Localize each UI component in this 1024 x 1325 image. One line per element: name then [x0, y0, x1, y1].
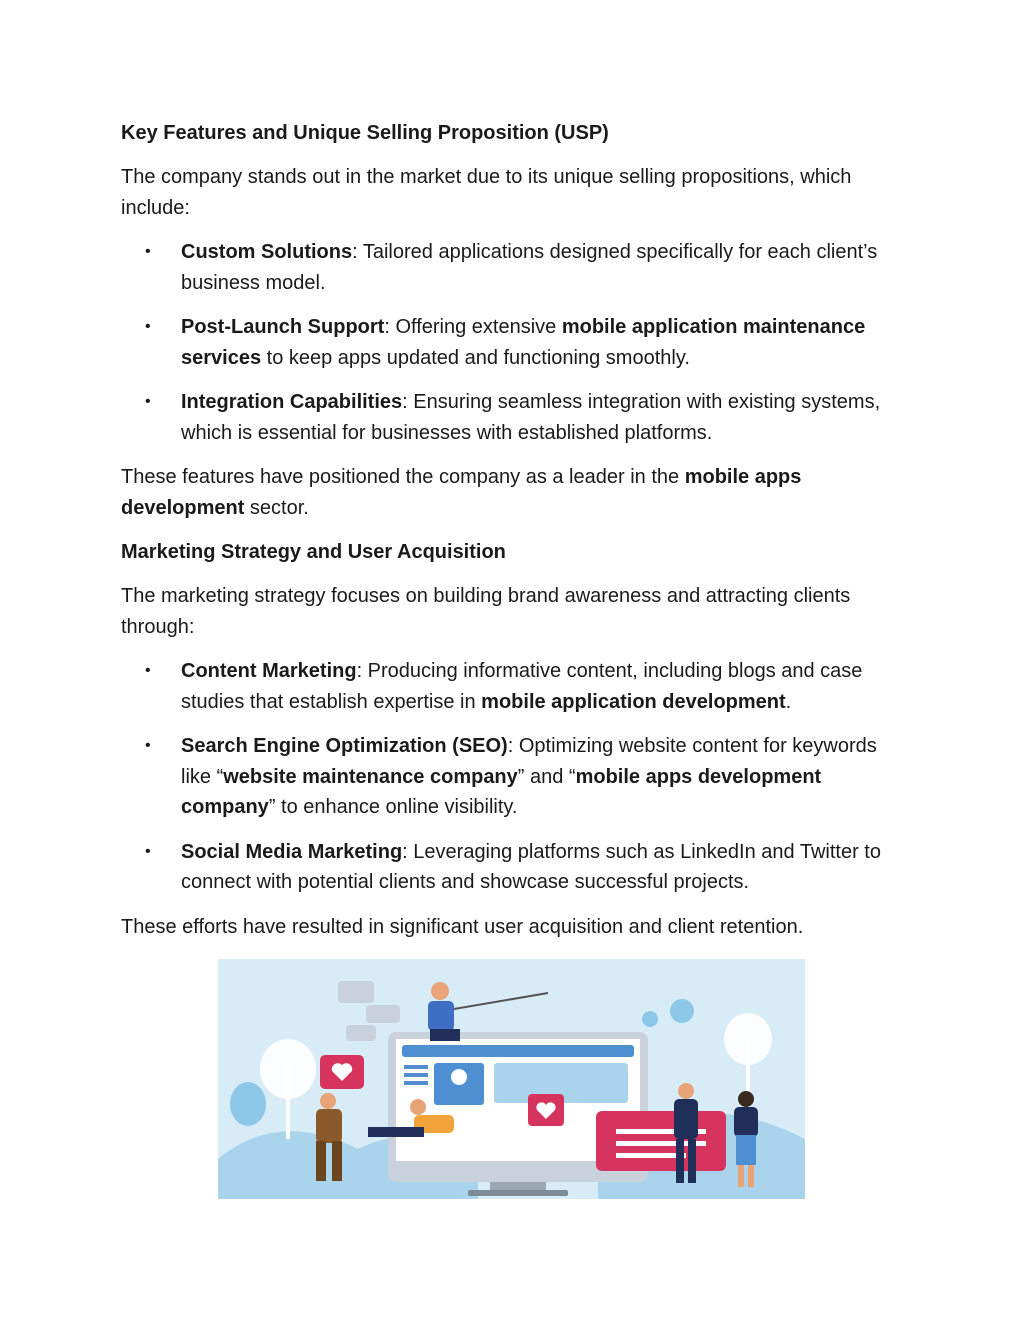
bullet-keyword: mobile application maintenance services	[181, 316, 866, 369]
outro-text: sector.	[244, 496, 309, 519]
tree-trunk	[286, 1069, 290, 1139]
bullet-keyword: mobile apps development company	[181, 765, 822, 818]
tree-icon	[230, 1082, 266, 1126]
bullet-icon: •	[145, 842, 151, 860]
list-item	[121, 837, 911, 898]
speech-bubble	[366, 1005, 400, 1023]
list-item	[121, 312, 911, 373]
bullet-text: : Producing informative content, including blogs and case studies that establish expertise in	[181, 660, 863, 713]
bullet-text: : Leveraging platforms such as LinkedIn and Twitter to connect with potential clients and showcase successful projects.	[181, 840, 881, 893]
bullet-text: : Optimizing website content for keywords like “	[181, 735, 877, 788]
bullet-text: to keep apps updated and functioning smoothly.	[261, 346, 690, 369]
bullet-text: .	[785, 690, 792, 713]
bullet-term: Post-Launch Support	[181, 316, 385, 338]
bullet-icon: •	[145, 737, 151, 754]
bullet-term: Custom Solutions	[181, 241, 353, 263]
bullet-term: Content Marketing	[181, 660, 357, 682]
marketing-bullet-list	[121, 656, 911, 898]
speech-bubble	[346, 1025, 376, 1041]
bullet-icon: •	[145, 393, 151, 410]
list-item	[121, 656, 911, 717]
speech-bubble	[338, 981, 374, 1003]
usp-outro-paragraph	[121, 462, 911, 523]
thumbs-up-icon	[670, 999, 694, 1023]
bullet-keyword: website maintenance company	[223, 765, 518, 788]
marketing-illustration	[218, 959, 805, 1199]
section-heading-usp: Key Features and Unique Selling Proposition (USP)	[121, 122, 609, 144]
outro-text: These features have positioned the company as a leader in the	[121, 466, 685, 488]
text-line	[404, 1065, 428, 1069]
bullet-icon: •	[145, 662, 151, 679]
avatar-icon	[451, 1069, 467, 1085]
usp-intro-paragraph: The company stands out in the market due to its unique selling propositions, which include:	[121, 166, 852, 219]
quote-line	[616, 1153, 686, 1158]
bullet-term: Social Media Marketing	[181, 840, 403, 863]
screen-header-bar	[402, 1045, 634, 1057]
marketing-intro-paragraph: The marketing strategy focuses on building brand awareness and attracting clients through:	[121, 585, 851, 638]
section-heading-marketing: Marketing Strategy and User Acquisition	[121, 541, 506, 563]
thumbs-up-icon	[642, 1011, 658, 1027]
bullet-text: ” to enhance online visibility.	[268, 796, 518, 818]
bullet-text: ” and “	[517, 765, 576, 788]
bullet-keyword: mobile application development	[481, 690, 786, 713]
list-item	[121, 731, 911, 823]
text-line	[404, 1081, 428, 1085]
outro-keyword: mobile apps development	[121, 466, 802, 519]
usp-bullet-list	[121, 237, 911, 448]
bullet-term: Integration Capabilities	[181, 391, 403, 413]
text-line	[404, 1073, 428, 1077]
list-item	[121, 237, 911, 298]
bullet-text: : Ensuring seamless integration with existing systems, which is essential for businesses with established platforms.	[181, 391, 881, 444]
bullet-icon: •	[145, 318, 151, 335]
monitor-base	[468, 1190, 568, 1196]
bullet-text: : Tailored applications designed specifically for each client’s business model.	[181, 241, 878, 294]
bullet-icon: •	[145, 243, 151, 260]
document-page	[121, 118, 911, 956]
list-item	[121, 387, 911, 448]
marketing-outro-paragraph: These efforts have resulted in significant user acquisition and client retention.	[121, 915, 804, 938]
bullet-term: Search Engine Optimization (SEO)	[181, 735, 508, 757]
bullet-text: : Offering extensive	[384, 316, 562, 338]
